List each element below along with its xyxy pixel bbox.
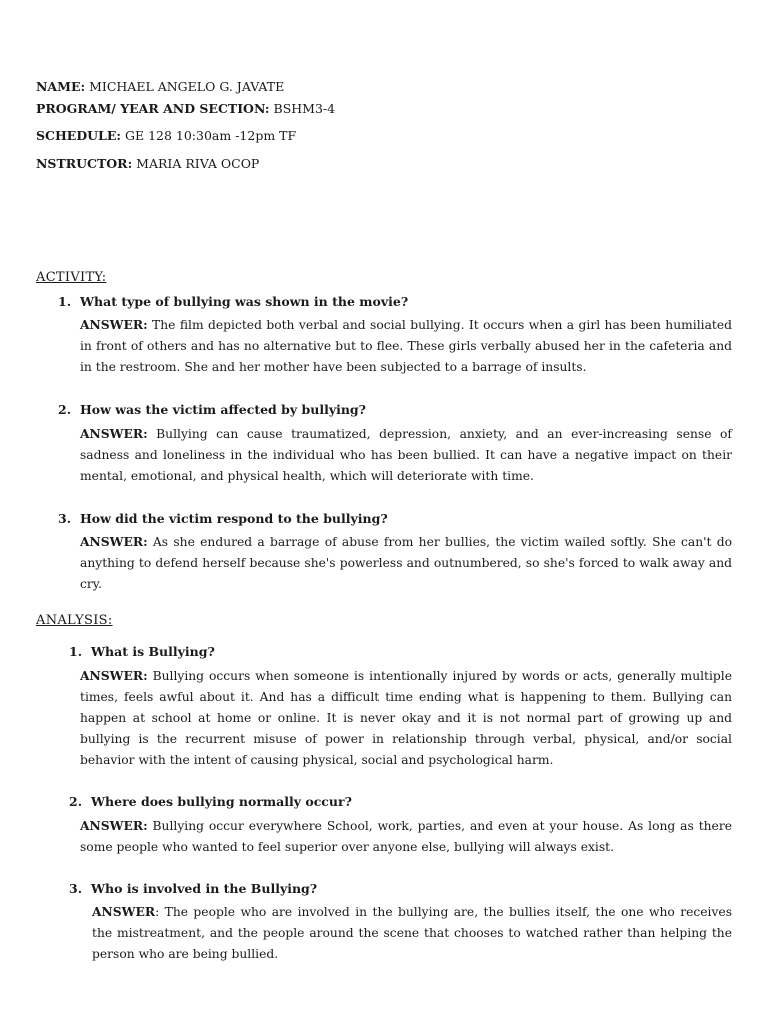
analysis-answer-2	[80, 815, 732, 858]
analysis-question-2	[69, 794, 352, 809]
question-number: 1.	[58, 294, 72, 309]
activity-question-3	[58, 511, 388, 526]
question-text: Who is involved in the Bullying?	[91, 881, 318, 896]
schedule-row	[36, 128, 296, 144]
instructor-label: NSTRUCTOR:	[36, 156, 133, 171]
answer-text: Bullying occur everywhere School, work, parties, and even at your house. As long as there some people who wanted to feel superior over anyone else, bullying will always exist.	[80, 819, 732, 854]
activity-answer-2	[80, 423, 732, 487]
schedule-label: SCHEDULE:	[36, 128, 121, 143]
activity-question-1	[58, 294, 408, 309]
program-label: PROGRAM/ YEAR AND SECTION:	[36, 101, 270, 116]
answer-text: Bullying can cause traumatized, depression, anxiety, and an ever-increasing sense of sadness and loneliness in the individual who has been bullied. It can have a negative impact on their mental, emotional, and physical health, which will deteriorate with time.	[80, 427, 732, 483]
answer-label: ANSWER:	[80, 426, 148, 441]
question-number: 1.	[69, 644, 83, 659]
analysis-answer-1	[80, 665, 732, 771]
question-number: 3.	[58, 511, 72, 526]
activity-heading: ACTIVITY:	[36, 270, 107, 285]
name-value: MICHAEL ANGELO G. JAVATE	[89, 79, 285, 94]
answer-label: ANSWER:	[80, 668, 148, 683]
analysis-heading: ANALYSIS:	[36, 613, 113, 628]
answer-text: Bullying occurs when someone is intentionally injured by words or acts, generally multiple times, feels awful about it. And has a difficult time ending what is happening to them. Bullying can happen at school at home or online. It is never okay and it is not normal part of growing up and bullying is the recurrent misuse of power in relationship through verbal, physical, and/or social behavior with the intent of causing physical, social and psychological harm.	[80, 669, 732, 767]
activity-answer-3	[80, 531, 732, 595]
program-row	[36, 101, 335, 117]
name-label: NAME:	[36, 79, 86, 94]
activity-question-2	[58, 402, 366, 417]
answer-text: As she endured a barrage of abuse from her bullies, the victim wailed softly. She can't do anything to defend herself because she's powerless and outnumbered, so she's forced to walk away and cry.	[80, 535, 732, 591]
schedule-value: GE 128 10:30am -12pm TF	[124, 128, 297, 143]
answer-text: The film depicted both verbal and social bullying. It occurs when a girl has been humiliated in front of others and has no alternative but to flee. These girls verbally abused her in the cafeteria and in the restroom. She and her mother have been subjected to a barrage of insults.	[80, 318, 732, 374]
question-text: How did the victim respond to the bullying?	[80, 511, 388, 526]
instructor-value: MARIA RIVA OCOP	[136, 156, 260, 171]
name-row	[36, 79, 284, 95]
answer-label: ANSWER	[92, 904, 156, 919]
answer-label: ANSWER:	[80, 818, 148, 833]
question-number: 3.	[69, 881, 83, 896]
question-number: 2.	[69, 794, 83, 809]
program-value: BSHM3-4	[273, 101, 336, 116]
question-text: How was the victim affected by bullying?	[80, 402, 366, 417]
answer-text: : The people who are involved in the bullying are, the bullies itself, the one who receives the mistreatment, and the people around the scene that chooses to watched rather than helping the person who are being bullied.	[92, 905, 732, 961]
answer-label: ANSWER:	[80, 534, 148, 549]
answer-label: ANSWER:	[80, 317, 148, 332]
activity-answer-1	[80, 314, 732, 378]
analysis-question-1	[69, 644, 215, 659]
analysis-answer-3	[92, 901, 732, 965]
question-text: What type of bullying was shown in the movie?	[80, 294, 409, 309]
question-text: What is Bullying?	[91, 644, 215, 659]
question-number: 2.	[58, 402, 72, 417]
instructor-row	[36, 156, 259, 172]
question-text: Where does bullying normally occur?	[91, 794, 352, 809]
analysis-question-3	[69, 881, 317, 896]
